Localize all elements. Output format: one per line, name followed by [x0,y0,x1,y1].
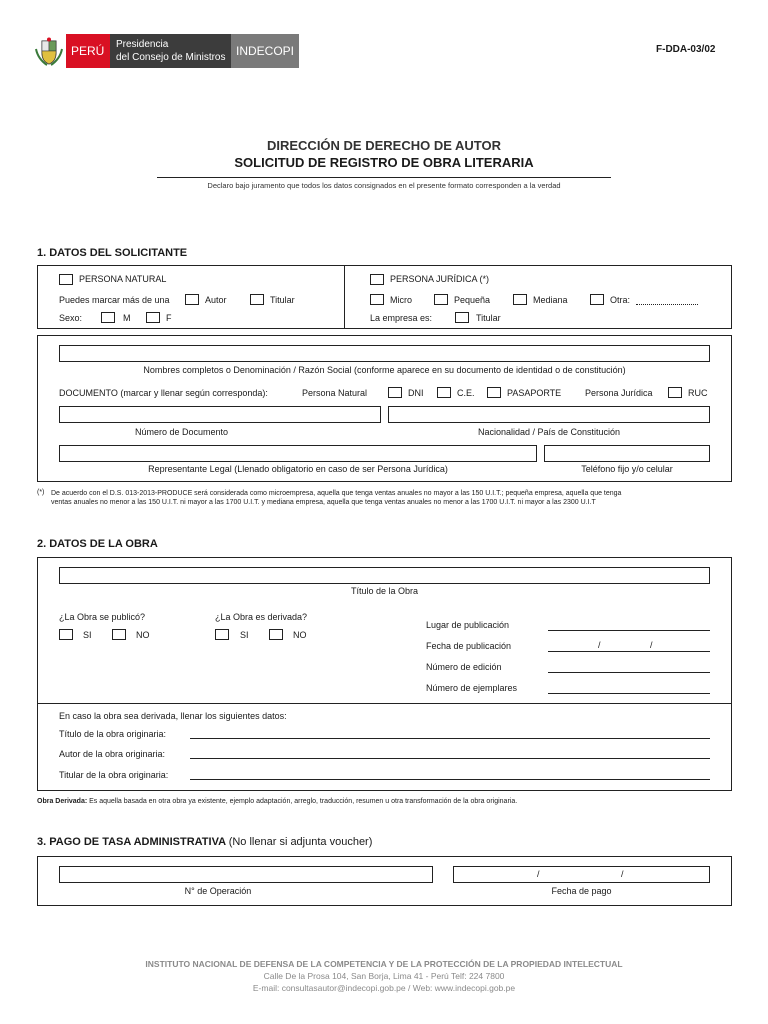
derivada-si-label: SI [240,630,249,640]
footnote-line2: ventas anuales no menor a las 150 U.I.T. ni mayor a las 1700 U.I.T. y mediana empresa, aquella que tenga ventas anuales no menor a las 1700 U.I.T. ni mayor a las 2300 U.I.T [51,499,596,506]
persona-natural-checkbox[interactable] [59,274,73,285]
numero-edicion-line[interactable] [548,672,710,673]
titulo-obra-caption: Título de la Obra [350,586,419,596]
la-empresa-es-label: La empresa es: [370,313,433,323]
se-publico-label: ¿La Obra se publicó? [59,612,146,622]
dni-label: DNI [408,388,424,398]
persona-juridica-checkbox[interactable] [370,274,384,285]
publico-si-checkbox[interactable] [59,629,73,640]
sexo-m-label: M [123,313,131,323]
publico-si-label: SI [83,630,92,640]
puedes-marcar-label: Puedes marcar más de una [59,295,170,305]
peru-logo-block [66,34,110,68]
presidencia-line1: Presidencia [116,39,169,50]
titulo-originaria-label: Título de la obra originaria: [59,729,167,739]
footnote-line1: De acuerdo con el D.S. 013-2013-PRODUCE será considerada como microempresa, aquella que tenga ventas anuales no mayor a las 150 U.I.T.; pequeña empresa, aquella que tenga [51,490,622,497]
fecha-pago-sep2: / [621,869,624,879]
pequena-label: Pequeña [454,295,491,305]
footer-institution: INSTITUTO NACIONAL DE DEFENSA DE LA COMPETENCIA Y DE LA PROTECCIÓN DE LA PROPIEDAD INTELECTUAL [145,959,623,969]
numero-ejemplares-line[interactable] [548,693,710,694]
persona-juridica-doc-label: Persona Jurídica [585,388,653,398]
micro-label: Micro [390,295,412,305]
publico-no-checkbox[interactable] [112,629,126,640]
section3-heading-note: (No llenar si adjunta voucher) [228,836,373,848]
operacion-caption: N° de Operación [184,886,252,896]
footnote-mark: (*) [37,489,45,496]
pasaporte-label: PASAPORTE [507,388,562,398]
mediana-checkbox[interactable] [513,294,527,305]
fecha-publicacion-label: Fecha de publicación [426,641,512,651]
pasaporte-checkbox[interactable] [487,387,501,398]
empresa-titular-checkbox[interactable] [455,312,469,323]
section3-heading [37,836,372,848]
sexo-m-checkbox[interactable] [101,312,115,323]
nacionalidad-input[interactable] [388,406,710,423]
fecha-publicacion-line[interactable] [548,651,710,652]
persona-natural-doc-label: Persona Natural [302,388,368,398]
nombres-caption: Nombres completos o Denominación / Razón Social (conforme aparece en su documento de identidad o de constitución) [143,365,626,375]
footer-address: Calle De la Prosa 104, San Borja, Lima 41 - Perú Telf: 224 7800 [263,971,505,981]
derivada-no-checkbox[interactable] [269,629,283,640]
es-derivada-label: ¿La Obra es derivada? [215,612,308,622]
titular-originaria-line[interactable] [190,779,710,780]
autor-label: Autor [205,295,227,305]
section2-heading: 2. DATOS DE LA OBRA [37,538,158,550]
ruc-label: RUC [688,388,708,398]
peru-coat-of-arms [34,37,64,67]
lugar-publicacion-line[interactable] [548,630,710,631]
titulo-originaria-line[interactable] [190,738,710,739]
fecha-pago-caption: Fecha de pago [551,886,612,896]
lugar-publicacion-label: Lugar de publicación [426,620,510,630]
otra-checkbox[interactable] [590,294,604,305]
nombres-input[interactable] [59,345,710,362]
form-code: F-DDA-03/02 [656,44,716,55]
presidencia-line2: del Consejo de Ministros [116,52,226,63]
fecha-pago-sep1: / [537,869,540,879]
obra-derivada-note-bold: Obra Derivada: [37,798,88,805]
otra-input-line[interactable] [636,304,698,305]
fecha-publicacion-sep1: / [598,640,601,650]
obra-derivada-note [37,797,517,806]
footer-contact: E-mail: consultasautor@indecopi.gob.pe / Web: www.indecopi.gob.pe [252,983,516,993]
indecopi-block [231,34,299,68]
sexo-f-label: F [166,313,172,323]
representante-input[interactable] [59,445,537,462]
numero-ejemplares-label: Número de ejemplares [426,683,518,693]
titulo-obra-input[interactable] [59,567,710,584]
title-divider [157,177,611,178]
sexo-f-checkbox[interactable] [146,312,160,323]
sexo-label: Sexo: [59,313,83,323]
ce-checkbox[interactable] [437,387,451,398]
autor-originaria-line[interactable] [190,758,710,759]
fecha-publicacion-sep2: / [650,640,653,650]
mediana-label: Mediana [533,295,568,305]
fecha-pago-input[interactable] [453,866,710,883]
derivada-intro: En caso la obra sea derivada, llenar los siguientes datos: [59,711,287,721]
autor-checkbox[interactable] [185,294,199,305]
nacionalidad-caption: Nacionalidad / País de Constitución [477,427,621,437]
titular-originaria-label: Titular de la obra originaria: [59,770,169,780]
telefono-caption: Teléfono fijo y/o celular [581,464,673,474]
telefono-input[interactable] [544,445,710,462]
numero-edicion-label: Número de edición [426,662,502,672]
title-line2: SOLICITUD DE REGISTRO DE OBRA LITERARIA [234,155,534,170]
numero-documento-input[interactable] [59,406,381,423]
autor-originaria-label: Autor de la obra originaria: [59,749,166,759]
presidencia-block [110,34,231,68]
declaration-text: Declaro bajo juramento que todos los datos consignados en el presente formato corresponden a la verdad [207,181,561,190]
titular-label: Titular [270,295,295,305]
pequena-checkbox[interactable] [434,294,448,305]
derivada-no-label: NO [293,630,307,640]
ce-label: C.E. [457,388,475,398]
persona-juridica-label: PERSONA JURÍDICA (*) [390,274,490,284]
title-line1: DIRECCIÓN DE DERECHO DE AUTOR [266,138,502,153]
persona-natural-label: PERSONA NATURAL [79,274,167,284]
documento-label: DOCUMENTO (marcar y llenar según corresponda): [59,388,268,398]
titular-checkbox[interactable] [250,294,264,305]
micro-checkbox[interactable] [370,294,384,305]
derivada-si-checkbox[interactable] [215,629,229,640]
numero-documento-caption: Número de Documento [134,427,229,437]
indecopi-logo-text: INDECOPI [236,44,295,58]
peru-logo-text: PERÚ [71,44,105,58]
otra-label: Otra: [610,295,631,305]
ruc-checkbox[interactable] [668,387,682,398]
section3-heading-title: 3. PAGO DE TASA ADMINISTRATIVA [37,836,226,848]
solicitante-type-divider [344,265,345,329]
empresa-titular-label: Titular [476,313,501,323]
representante-caption: Representante Legal (Llenado obligatorio en caso de ser Persona Jurídica) [148,464,448,474]
section1-heading: 1. DATOS DEL SOLICITANTE [37,247,188,259]
obra-derivada-note-text: Es aquella basada en otra obra ya existente, ejemplo adaptación, arreglo, traducción, resumen u otra transformación de la obra originaria. [89,798,518,805]
publico-no-label: NO [136,630,150,640]
operacion-input[interactable] [59,866,433,883]
dni-checkbox[interactable] [388,387,402,398]
